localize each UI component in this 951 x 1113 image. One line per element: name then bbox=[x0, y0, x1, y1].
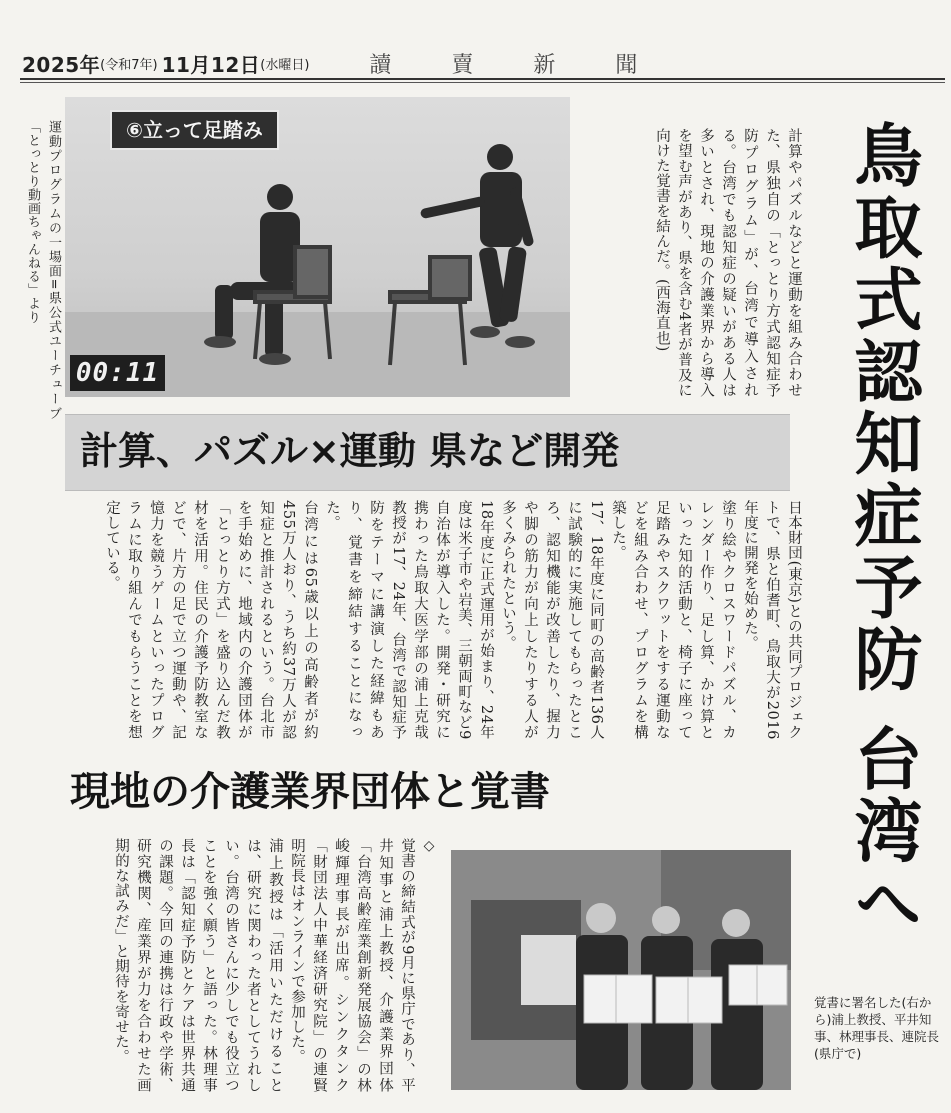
masthead-date: 11月12日 bbox=[161, 52, 261, 77]
body2-paragraph: 覚書の締結式が9月に県庁であり、平井知事と浦上教授、介護業界団体「台湾高齢産業創新発展協会」の林峻輝理事長が出席。シンクタンク「財団法人中華経済研究院」の連賢明院長はオンラインで参加した。 bbox=[289, 838, 415, 1093]
masthead-era: (令和7年) bbox=[100, 57, 158, 73]
masthead-paper-name: 讀賣新聞 bbox=[369, 52, 698, 78]
body2-paragraph: 浦上教授は「活用いただけることは、研究に関わった者としてうれしい。台湾の皆さんに少しでも役立つことを強く願う」と語った。林理事長は「認知症予防とケアは世界共通の課題。今回の連携は行政や学術、研究機関、産業界が力を合わせた画期的な試みだ」と期待を寄せた。 bbox=[113, 838, 283, 1093]
signing-ceremony-photo bbox=[451, 850, 791, 1090]
lead-paragraph: 計算やパズルなどと運動を組み合わせた、県独自の「とっとり方式認知症予防プログラム」が、台湾で導入される。台湾でも認知症の疑いがある人は多いとされ、現地の介護業界から導入を望む声があり、県を含む4者が普及に向けた覚書を結んだ。(西海直也) bbox=[654, 128, 802, 398]
body1-paragraph: 日本財団(東京)との共同プロジェクトで、県と伯耆町、鳥取大が2016年度に開発を始めた。 bbox=[742, 500, 802, 740]
section-divider-diamond: ◇ bbox=[421, 838, 437, 855]
masthead-rule-thin bbox=[20, 82, 945, 83]
signing-photo-caption: 覚書に署名した(右から)浦上教授、平井知事、林理事長、連院長(県庁で) bbox=[814, 995, 940, 1061]
body1-paragraph: 18年度に正式運用が始まり、24年度は米子市や岩美、三朝両町など9自治体が導入した。開発・研究に携わった鳥取大医学部の浦上克哉教授が17、24年、台湾で認知症予防をテーマに講演した経緯もあり、覚書を締結することになった。 bbox=[324, 500, 494, 740]
masthead-weekday: (水曜日) bbox=[260, 57, 310, 73]
headline: 鳥取式認知症予防 台湾へ bbox=[843, 120, 923, 940]
body-section-1 bbox=[20, 500, 805, 740]
subhead-memorandum: 現地の介護業界団体と覚書 bbox=[70, 768, 550, 815]
body-section-2 bbox=[20, 838, 440, 1093]
masthead-year: 2025年 bbox=[22, 52, 101, 77]
subhead-development: 計算、パズル×運動 県など開発 bbox=[80, 429, 620, 473]
signing-scene-illustration bbox=[451, 850, 791, 1090]
body1-paragraph: 台湾には65歳以上の高齢者が約455万人おり、うち約37万人が認知症と推計されるという。台北市を手始めに、地域内の介護団体が「とっとり方式」を盛り込んだ教材を活用。住民の介護予防教室などで、片方の足で立つ運動や、記憶力を競うゲームといったプログラムに取り組んでもらうことを想定している。 bbox=[104, 500, 318, 740]
exercise-step-label: ⑥立って足踏み bbox=[110, 110, 279, 150]
masthead bbox=[22, 50, 942, 76]
body1-paragraph: 17、18年度に同町の高齢者136人に試験的に実施してもらったところ、認知機能が改善したり、握力や脚の筋力が向上したりする人が多くみられたという。 bbox=[500, 500, 604, 740]
exercise-timer: 00:11 bbox=[70, 355, 165, 391]
body1-paragraph: 塗り絵やクロスワードパズル、カレンダー作り、足し算、かけ算といった知的活動と、椅子に座って足踏みやスクワットをする運動などを組み合わせ、プログラムを構築した。 bbox=[610, 500, 736, 740]
masthead-rule bbox=[20, 78, 945, 80]
exercise-photo-caption: 運動プログラムの一場面=県公式ユーチューブ「とっとり動画ちゃんねる」より bbox=[25, 120, 61, 420]
